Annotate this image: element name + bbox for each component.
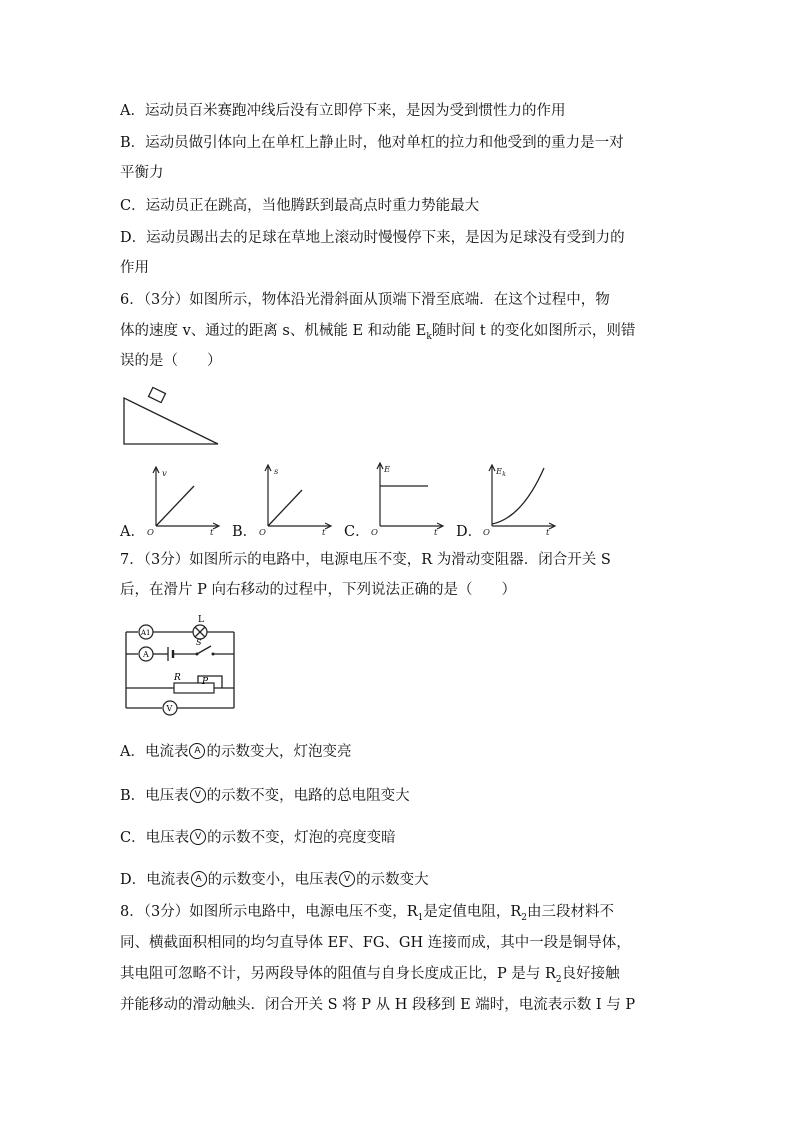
switch-label: S <box>196 638 202 647</box>
graph-b-ylabel: s <box>274 467 279 477</box>
q5-option-d-line1: D．运动员踢出去的足球在草地上滚动时慢慢停下来，是因为足球没有受到力的 <box>120 230 625 246</box>
q6-option-c-label: C． <box>344 524 370 540</box>
graph-d-ylabel: $E_k$ <box>496 467 506 478</box>
voltmeter-label: V <box>166 704 173 713</box>
q7-d-text-2: 的示数变小，电压表 <box>207 872 339 888</box>
q8-stem-line1 <box>120 902 614 928</box>
lamp-label: L <box>198 615 204 625</box>
graph-d-origin: O <box>483 528 490 536</box>
q8-stem-line4: 并能移动的滑动触头．闭合开关 S 将 P 从 H 段移到 E 端时，电流表示数 I 与 P <box>120 997 636 1013</box>
q5-option-b-line1: B．运动员做引体向上在单杠上静止时，他对单杠的拉力和他受到的重力是一对 <box>120 135 624 151</box>
q7-c-text: C．电压表 <box>120 830 190 846</box>
ammeter-icon: A <box>189 743 205 759</box>
q7-a-text: A．电流表 <box>120 744 189 760</box>
ammeter-a-label: A <box>143 650 149 659</box>
q6-stem-line2 <box>120 321 635 347</box>
q6-graph-b <box>258 462 334 536</box>
q6-stem-text-2: 随时间 t 的变化如图所示，则错 <box>431 323 636 339</box>
q6-stem-line3: 误的是（ ） <box>120 353 222 369</box>
q6-option-b-label: B． <box>232 524 258 540</box>
q8-text-4: 其电阻可忽略不计，另两段导体的阻值与自身长度成正比，P 是与 R <box>120 966 556 982</box>
q8-r2-subscript: 2 <box>521 912 528 923</box>
q5-option-d-line2: 作用 <box>120 260 149 276</box>
q7-a-text-2: 的示数变大，灯泡变亮 <box>206 744 352 760</box>
q8-r2-subscript-2: 2 <box>555 974 562 985</box>
q7-b-text-2: 的示数不变，电路的总电阻变大 <box>206 788 410 804</box>
q6-stem-line1: 6．（3分）如图所示，物体沿光滑斜面从顶端下滑至底端．在这个过程中，物 <box>120 292 610 308</box>
q7-option-b <box>120 786 410 806</box>
ammeter-a1-label: A1 <box>141 629 151 637</box>
q7-d-text: D．电流表 <box>120 872 190 888</box>
q7-option-a <box>120 742 351 762</box>
q5-option-b-line2: 平衡力 <box>120 165 164 181</box>
q8-text-5: 良好接触 <box>561 966 620 982</box>
q8-text-2: 是定值电阻，R <box>423 904 522 920</box>
slider-label: P <box>202 677 209 687</box>
graph-a-origin: O <box>147 528 154 536</box>
q6-option-d-label: D． <box>456 524 483 540</box>
q8-stem-line3 <box>120 964 620 990</box>
graph-b-xlabel: t <box>322 528 326 536</box>
graph-c-ylabel: E <box>384 465 391 475</box>
graph-a-ylabel: v <box>162 469 167 479</box>
voltmeter-icon: V <box>339 871 355 887</box>
q6-option-a-label: A． <box>120 524 145 540</box>
voltmeter-icon: V <box>190 787 206 803</box>
graph-c-xlabel: t <box>434 528 438 536</box>
voltmeter-icon: V <box>190 829 206 845</box>
q6-graph-a <box>146 464 222 536</box>
q7-d-text-3: 的示数变大 <box>356 872 429 888</box>
q8-r1-subscript: 1 <box>417 912 424 923</box>
q6-stem-text: 体的速度 v、通过的距离 s、机械能 E 和动能 E <box>120 323 427 339</box>
q7-stem-line2: 后，在滑片 P 向右移动的过程中，下列说法正确的是（ ） <box>120 582 516 598</box>
graph-a-xlabel: t <box>210 528 214 536</box>
q7-stem-line1: 7．（3分）如图所示的电路中，电源电压不变，R 为滑动变阻器．闭合开关 S <box>120 552 611 568</box>
incline-figure <box>118 386 222 448</box>
q6-ek-subscript: k <box>426 331 432 342</box>
q8-text-3: 由三段材料不 <box>527 904 615 920</box>
q6-graph-c <box>370 460 446 536</box>
q7-b-text: B．电压表 <box>120 788 189 804</box>
q8-stem-line2: 同、横截面积相同的均匀直导体 EF、FG、GH 连接而成，其中一段是铜导体， <box>120 935 631 951</box>
q7-circuit-diagram <box>118 612 242 720</box>
rheostat-label: R <box>174 673 181 683</box>
ammeter-icon: A <box>191 871 207 887</box>
q6-graph-d <box>482 462 558 536</box>
q7-option-d <box>120 870 429 890</box>
graph-c-origin: O <box>371 528 378 536</box>
q8-text: 8．（3分）如图所示电路中，电源电压不变，R <box>120 904 418 920</box>
graph-d-xlabel: t <box>546 528 550 536</box>
q5-option-a: A．运动员百米赛跑冲线后没有立即停下来，是因为受到惯性力的作用 <box>120 103 566 119</box>
q5-option-c: C．运动员正在跳高，当他腾跃到最高点时重力势能最大 <box>120 198 480 214</box>
q7-option-c <box>120 828 396 848</box>
graph-b-origin: O <box>259 528 266 536</box>
q7-c-text-2: 的示数不变，灯泡的亮度变暗 <box>207 830 396 846</box>
